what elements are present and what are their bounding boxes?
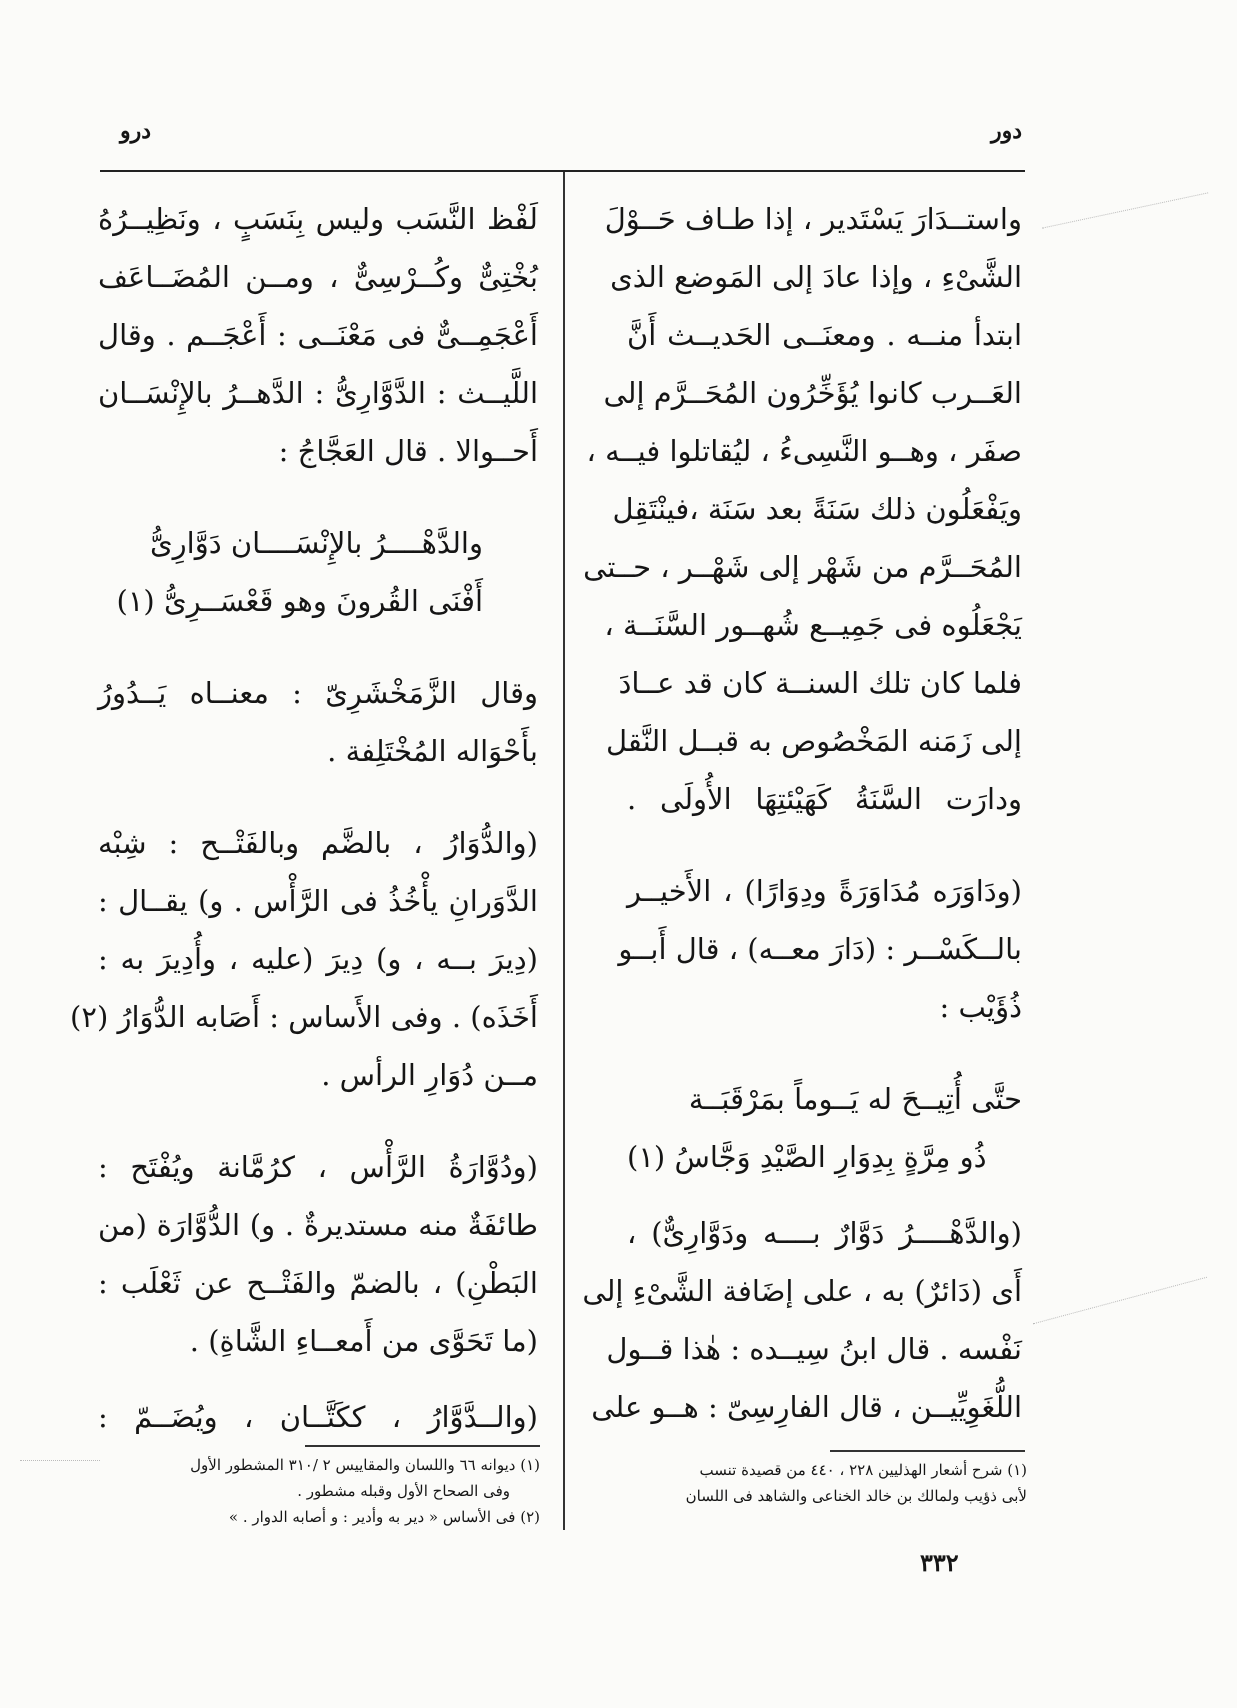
header-root-word-right: دور — [990, 118, 1022, 144]
text-line: أَى (دَائرٌ) به ، على إضَافة الشَّىْءِ إلى — [582, 1274, 1022, 1308]
scan-artifact — [1042, 192, 1208, 228]
column-divider — [563, 172, 565, 1530]
scan-artifact — [1033, 1277, 1207, 1325]
verse-line: حتَّى أُتِيــحَ له يَــوماً بمَرْقَبَــة — [688, 1082, 1022, 1116]
footnote-rule-right — [830, 1450, 1025, 1452]
text-line: وقال الزَّمَخْشَرِىّ : معنــاه يَــدُورُ — [98, 676, 538, 710]
text-line: (ودُوَّارَةُ الرَّأْس ، كرُمَّانة ويُفْتَح : — [98, 1150, 538, 1184]
text-line: أَعْجَمِــىٌّ فى مَعْنَــى : أَعْجَــم . وقال — [98, 318, 538, 352]
text-line: البَطْنِ) ، بالضمّ والفَتْــح عن ثَعْلَب : — [98, 1266, 538, 1300]
text-line: أَخَذَه) . وفى الأَساس : أَصَابه الدُّوَارُ (٢) — [70, 1000, 538, 1034]
footnote-line: (٢) فى الأساس « دير به وأدير : و أصابه الدوار . » — [228, 1508, 540, 1526]
text-line: العَــرب كانوا يُؤَخِّرُون المُحَــرَّم إلى — [603, 376, 1022, 410]
text-line: اللَّيــث : الدَّوَّارِىُّ : الدَّهــرُ بالإِنْسَــان — [98, 376, 538, 410]
footnotes-left — [100, 1452, 540, 1530]
text-line: بالــكَسْــر : (دَارَ معــه) ، قال أَبــو — [618, 932, 1022, 966]
text-line: صفَر ، وهــو النَّسِىءُ ، ليُقاتلوا فيــه ، — [586, 434, 1022, 468]
text-line: بُخْتِىٌّ وكُــرْسِىٌّ ، ومــن المُضَــاعَف — [98, 260, 538, 294]
footnote-line: وفى الصحاح الأول وقبله مشطور . — [297, 1482, 510, 1500]
text-line: الدَّوَرانِ يأْخُذُ فى الرَّأْس . و) يقــال : — [98, 884, 538, 918]
text-line: (والدَّهْــــرُ دَوَّارٌ بــــه ودَوَّارِىٌّ) ، — [627, 1216, 1022, 1250]
right-column — [582, 190, 1022, 1436]
text-line: بأَحْوَاله المُخْتَلِفة . — [327, 734, 538, 768]
text-line: أَحــوالا . قال العَجَّاجُ : — [278, 434, 538, 468]
text-line: (والدُّوَارُ ، بالضَّم وبالفَتْــح : شِبْه — [98, 826, 538, 860]
text-line: مــن دُوَارِ الرأس . — [321, 1058, 538, 1092]
text-line: نَفْسه . قال ابنُ سِيــده : هٰذا قــول — [606, 1332, 1022, 1366]
text-line: اللُّغَوِيِّيــن ، قال الفارِسِىّ : هــو على — [591, 1390, 1022, 1424]
verse-line: ذُو مِرَّةٍ بِدِوَارِ الصَّيْدِ وَجَّاسُ (١) — [627, 1140, 987, 1174]
text-line: (ودَاوَرَه مُدَاوَرَةً ودِوَارًا) ، الأَخيــر — [627, 874, 1022, 908]
text-line: (والــدَّوَّارُ ، ككَتَّــان ، ويُضَــمّ : — [98, 1400, 538, 1434]
text-line: ذُؤَيْب : — [939, 990, 1022, 1024]
header-root-word-left: درو — [120, 118, 152, 144]
footnote-rule-left — [305, 1445, 540, 1447]
verse-line: والدَّهْــــرُ بالإِنْسَــــان دَوَّارِىُّ — [149, 526, 483, 560]
text-line: (دِيرَ بــه ، و) دِيرَ (عليه ، وأُدِيرَ به : — [98, 942, 538, 976]
text-line: لَفْظ النَّسَب وليس بِنَسَبٍ ، ونَظِيــرُهُ — [98, 202, 538, 236]
footnote-line: لأبى ذؤيب ولمالك بن خالد الخناعى والشاهد فى اللسان — [685, 1487, 1027, 1505]
text-line: فلما كان تلك السنــة كان قد عــادَ — [618, 666, 1022, 700]
text-line: ودارَت السَّنَةُ كَهَيْئتِهَا الأُولَى . — [627, 782, 1022, 816]
text-line: ابتدأ منــه . ومعنَــى الحَديــث أَنَّ — [627, 318, 1022, 352]
text-line: الشَّىْءِ ، وإذا عادَ إلى المَوضع الذى — [610, 260, 1022, 294]
footnote-line: (١) شرح أشعار الهذليين ٢٢٨ ، ٤٤٠ من قصيدة تنسب — [699, 1461, 1027, 1479]
text-line: ويَفْعَلُون ذلك سَنَةً بعد سَنَة ،فينْتَقِل — [612, 492, 1022, 526]
page-number: ٣٣٢ — [920, 1548, 959, 1577]
footnotes-right — [612, 1457, 1027, 1509]
left-column — [70, 190, 538, 1446]
text-line: إلى زَمَنه المَخْصُوص به قبــل النَّقل — [605, 724, 1022, 758]
text-line: يَجْعَلُوه فى جَمِيــع شُهــور السَّنَــة ، — [604, 608, 1022, 642]
footnote-line: (١) ديوانه ٦٦ واللسان والمقاييس ٢ /٣١٠ المشطور الأول — [190, 1456, 540, 1474]
text-line: المُحَــرَّم من شَهْر إلى شَهْــر ، حــتى — [583, 550, 1022, 584]
scan-artifact — [20, 1460, 100, 1461]
text-line: واستــدَارَ يَسْتَدير ، إذا طـاف حَــوْلَ — [604, 202, 1022, 236]
verse-line: أَفْنَى القُرونَ وهو قَعْسَــرِىُّ (١) — [116, 584, 483, 618]
text-line: طائفَةٌ منه مستديرةٌ . و) الدُّوَّارَة (من — [98, 1208, 538, 1242]
text-line: (ما تَحَوَّى من أَمعــاءِ الشَّاةِ) . — [189, 1324, 538, 1358]
